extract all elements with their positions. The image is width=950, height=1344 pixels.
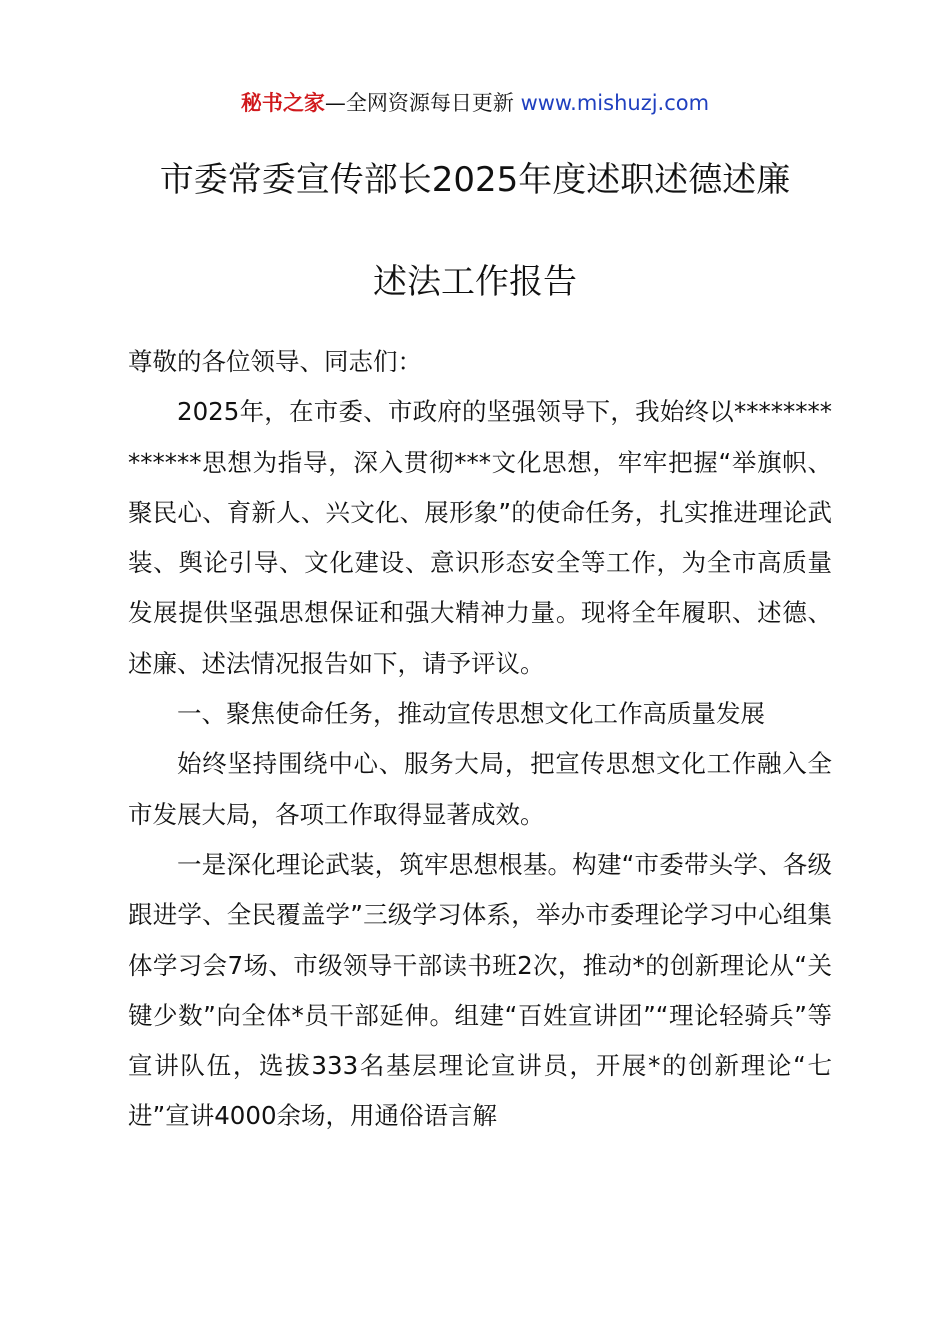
paragraph-intro: 2025年，在市委、市政府的坚强领导下，我始终以**************思想为指导，深入贯彻***文化思想，牢牢把握“举旗帜、聚民心、育新人、兴文化、展形象”的使命任务，扎实推进理论武装、舆论引导、文化建设、意识形态安全等工作，为全市高质量发展提供坚强思想保证和强大精神力量。现将全年履职、述德、述廉、述法情况报告如下，请予评议。	[128, 397, 832, 678]
site-url-link[interactable]: www.mishuzj.com	[520, 91, 710, 115]
document-title-line-1: 市委常委宣传部长2025年度述职述德述廉	[159, 160, 791, 200]
salutation: 尊敬的各位领导、同志们：	[128, 347, 422, 376]
brand-name: 秘书之家	[240, 91, 325, 115]
document-body	[128, 337, 832, 1142]
paragraph-section-1-intro: 始终坚持围绕中心、服务大局，把宣传思想文化工作融入全市发展大局，各项工作取得显著成效。	[128, 749, 832, 829]
site-header	[0, 88, 950, 118]
header-tagline: —全网资源每日更新	[324, 91, 521, 115]
section-heading-1: 一、聚焦使命任务，推动宣传思想文化工作高质量发展	[177, 699, 765, 729]
paragraph-point-1: 一是深化理论武装，筑牢思想根基。构建“市委带头学、各级跟进学、全民覆盖学”三级学习体系，举办市委理论学习中心组集体学习会7场、市级领导干部读书班2次，推动*的创新理论从“关键少数”向全体*员干部延伸。组建“百姓宣讲团”“理论轻骑兵”等宣讲队伍，选拔333名基层理论宣讲员，开展*的创新理论“七进”宣讲4000余场，用通俗语言解	[128, 849, 832, 1131]
document-title-line-2: 述法工作报告	[373, 262, 577, 302]
